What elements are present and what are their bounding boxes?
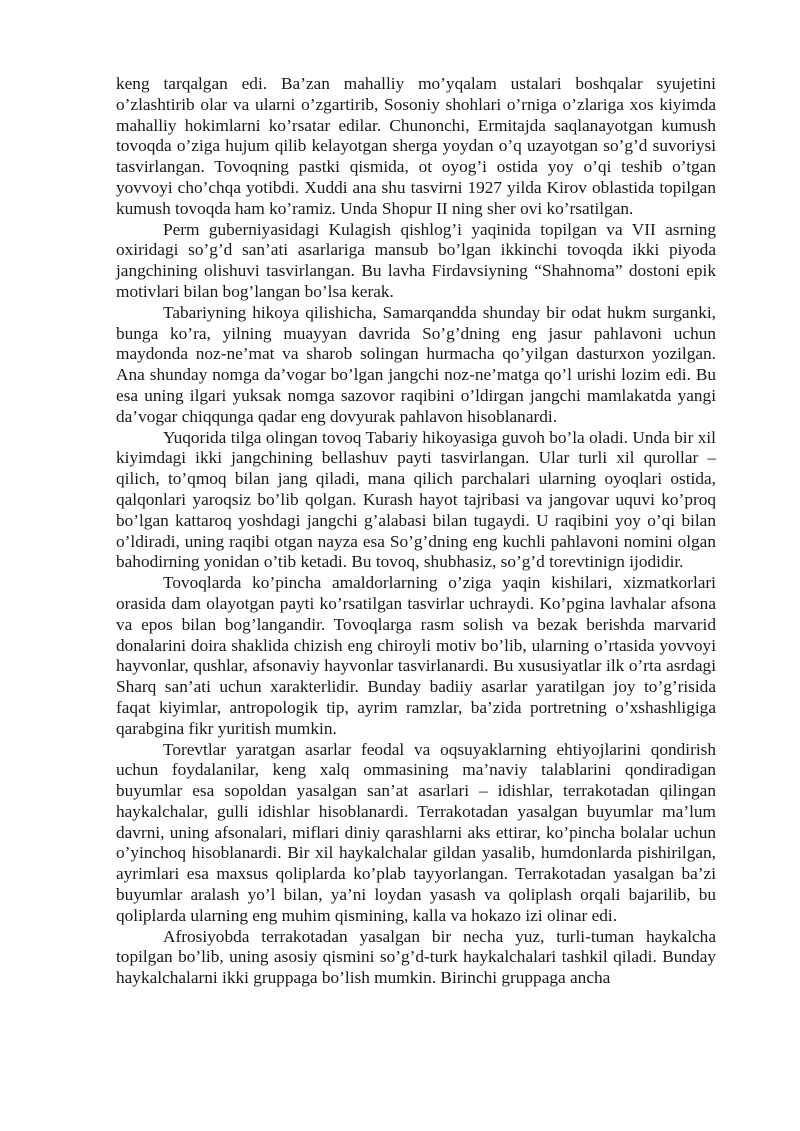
paragraph-4: Yuqorida tilga olingan tovoq Tabariy hikoyasiga guvoh bo’la oladi. Unda bir xil kiyimdagi ikki jangchining bellashuv payti tasvirlangan. Ular turli xil qurollar – qilich, to’qmoq bilan jang qiladi, mana qilich parchalari ularning oyoqlari ostida, qalqonlari yaroqsiz bo’lib qolgan. Kurash hayot tajribasi va jangovar uquvi ko’proq bo’lgan kattaroq yoshdagi jangchi g’alabasi bilan tugaydi. U raqibini yoy o’qi bilan o’ldiradi, uning raqibi otgan nayza esa So’g’dning eng kuchli pahlavoni nomini olgan bahodirning yonidan o’tib ketadi. Bu tovoq, shubhasiz, so’g’d torevtinign ijodidir. [116,427,716,572]
paragraph-6: Torevtlar yaratgan asarlar feodal va oqsuyaklarning ehtiyojlarini qondirish uchun foydalanilar, keng xalq ommasining ma’naviy talablarini qondiradigan buyumlar esa sopoldan yasalgan san’at asarlari – idishlar, terrakotadan qilingan haykalchalar, gulli idishlar hisoblanardi. Terrakotadan yasalgan buyumlar ma’lum davrni, uning afsonalari, miflari diniy qarashlarni aks ettirar, ko’pincha bolalar uchun o’yinchoq hisoblanardi. Bir xil haykalchalar gildan yasalib, humdonlarda pishirilgan, ayrimlari esa maxsus qoliplarda ko’plab tayyorlangan. Terrakotadan yasalgan ba’zi buyumlar aralash yo’l bilan, ya’ni loydan yasash va qoliplash orqali bajarilib, bu qoliplarda ularning eng muhim qismining, kalla va hokazo izi olinar edi. [116,739,716,925]
paragraph-2: Perm guberniyasidagi Kulagish qishlog’i yaqinida topilgan va VII asrning oxiridagi so’g’d san’ati asarlariga mansub bo’lgan ikkinchi tovoqda ikki piyoda jangchining olishuvi tasvirlangan. Bu lavha Firdavsiyning “Shahnoma” dostoni epik motivlari bilan bog’langan bo’lsa kerak. [116,219,716,301]
paragraph-1: keng tarqalgan edi. Ba’zan mahalliy mo’yqalam ustalari boshqalar syujetini o’zlashtirib olar va ularni o’zgartirib, Sosoniy shohlari o’rniga o’zlariga xos kiyimda mahalliy hokimlarni ko’rsatar edilar. Chunonchi, Ermitajda saqlanayotgan kumush tovoqda o’ziga hujum qilib kelayotgan sherga yoydan o’q uzayotgan so’g’d suvoriysi tasvirlangan. Tovoqning pastki qismida, ot oyog’i ostida yoy o’qi teshib o’tgan yovvoyi cho’chqa yotibdi. Xuddi ana shu tasvirni 1927 yilda Kirov oblastida topilgan kumush tovoqda ham ko’ramiz. Unda Shopur II ning sher ovi ko’rsatilgan. [116,74,716,218]
paragraph-5: Tovoqlarda ko’pincha amaldorlarning o’ziga yaqin kishilari, xizmatkorlari orasida dam olayotgan payti ko’rsatilgan tasvirlar uchraydi. Ko’pgina lavhalar afsona va epos bilan bog’langandir. Tovoqlarga rasm solish va bezak berishda marvarid donalarini doira shaklida chizish eng chiroyli motiv bo’lib, ularning o’rtasida yovvoyi hayvonlar, qushlar, afsonaviy hayvonlar tasvirlanardi. Bu xususiyatlar ilk o’rta asrdagi Sharq san’ati uchun xarakterlidir. Bunday badiiy asarlar yaratilgan joy to’g’risida faqat kiyimlar, antropologik tip, ayrim ramzlar, ba’zida portretning o’xshashligiga qarabgina fikr yuritish mumkin. [116,573,716,738]
paragraph-3: Tabariyning hikoya qilishicha, Samarqandda shunday bir odat hukm surganki, bunga ko’ra, yilning muayyan davrida So’g’dning eng jasur pahlavoni uchun maydonda noz-ne’mat va sharob solingan hurmacha qo’yilgan dasturxon yozilgan. Ana shunday nomga da’vogar bo’lgan jangchi noz-ne’matga qo’l urishi lozim edi. Bu esa uning ilgari yuksak nomga sazovor raqibini o’ldirgan jangchi mamlakatda yangi da’vogar chiqqunga qadar eng dovyurak pahlavon hisoblanardi. [116,302,716,426]
paragraph-7: Afrosiyobda terrakotadan yasalgan bir necha yuz, turli-tuman haykalcha topilgan bo’lib, uning asosiy qismini so’g’d-turk haykalchalari tashkil qiladi. Bunday haykalchalarni ikki gruppaga bo’lish mumkin. Birinchi gruppaga ancha [116,926,716,988]
